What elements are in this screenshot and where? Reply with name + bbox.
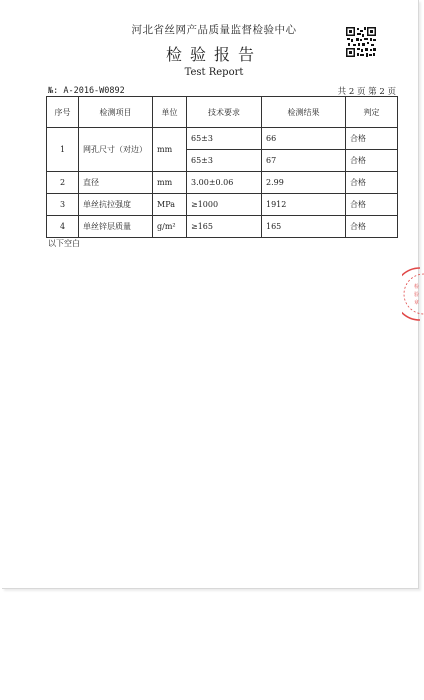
column-header: 检测结果 [262,97,346,128]
result: 67 [262,150,346,172]
column-header: 检测项目 [79,97,153,128]
table-header-row [47,97,398,128]
result: 66 [262,128,346,150]
page-count: 共 2 页 第 2 页 [337,87,396,97]
verdict: 合格 [346,128,398,150]
unit: mm [153,128,187,172]
table-row [47,194,398,216]
test-item: 直径 [79,172,153,194]
row-number: 1 [47,128,79,172]
report-number: №: A-2016-W0892 [48,86,125,96]
test-item: 单丝抗拉强度 [79,194,153,216]
row-number: 2 [47,172,79,194]
document-title: 检验报告 [165,45,262,64]
test-item: 网孔尺寸（对边） [79,128,153,172]
column-header: 序号 [47,97,79,128]
verdict: 合格 [346,150,398,172]
column-header: 技术要求 [187,97,262,128]
unit: MPa [153,194,187,216]
row-number: 3 [47,194,79,216]
document-subtitle: Test Report [184,67,244,78]
row-number: 4 [47,216,79,238]
results-table [46,96,398,238]
result: 1912 [262,194,346,216]
svg-text:章: 章 [414,300,420,306]
table-row [47,128,398,150]
requirement: 65±3 [187,150,262,172]
unit: g/m² [153,216,187,238]
svg-text:检: 检 [414,284,420,290]
verdict: 合格 [346,172,398,194]
svg-text:验: 验 [414,292,420,298]
column-header: 判定 [346,97,398,128]
blank-below-note: 以下空白 [48,239,80,248]
requirement: 3.00±0.06 [187,172,262,194]
result: 165 [262,216,346,238]
seal-stamp-icon [402,266,424,322]
verdict: 合格 [346,216,398,238]
table-row [47,216,398,238]
report-page [2,0,419,589]
table-row [47,172,398,194]
verdict: 合格 [346,194,398,216]
requirement: 65±3 [187,128,262,150]
result: 2.99 [262,172,346,194]
column-header: 单位 [153,97,187,128]
requirement: ≥1000 [187,194,262,216]
organization-name: 河北省丝网产品质量监督检验中心 [131,24,297,36]
unit: mm [153,172,187,194]
test-item: 单丝锌层质量 [79,216,153,238]
requirement: ≥165 [187,216,262,238]
